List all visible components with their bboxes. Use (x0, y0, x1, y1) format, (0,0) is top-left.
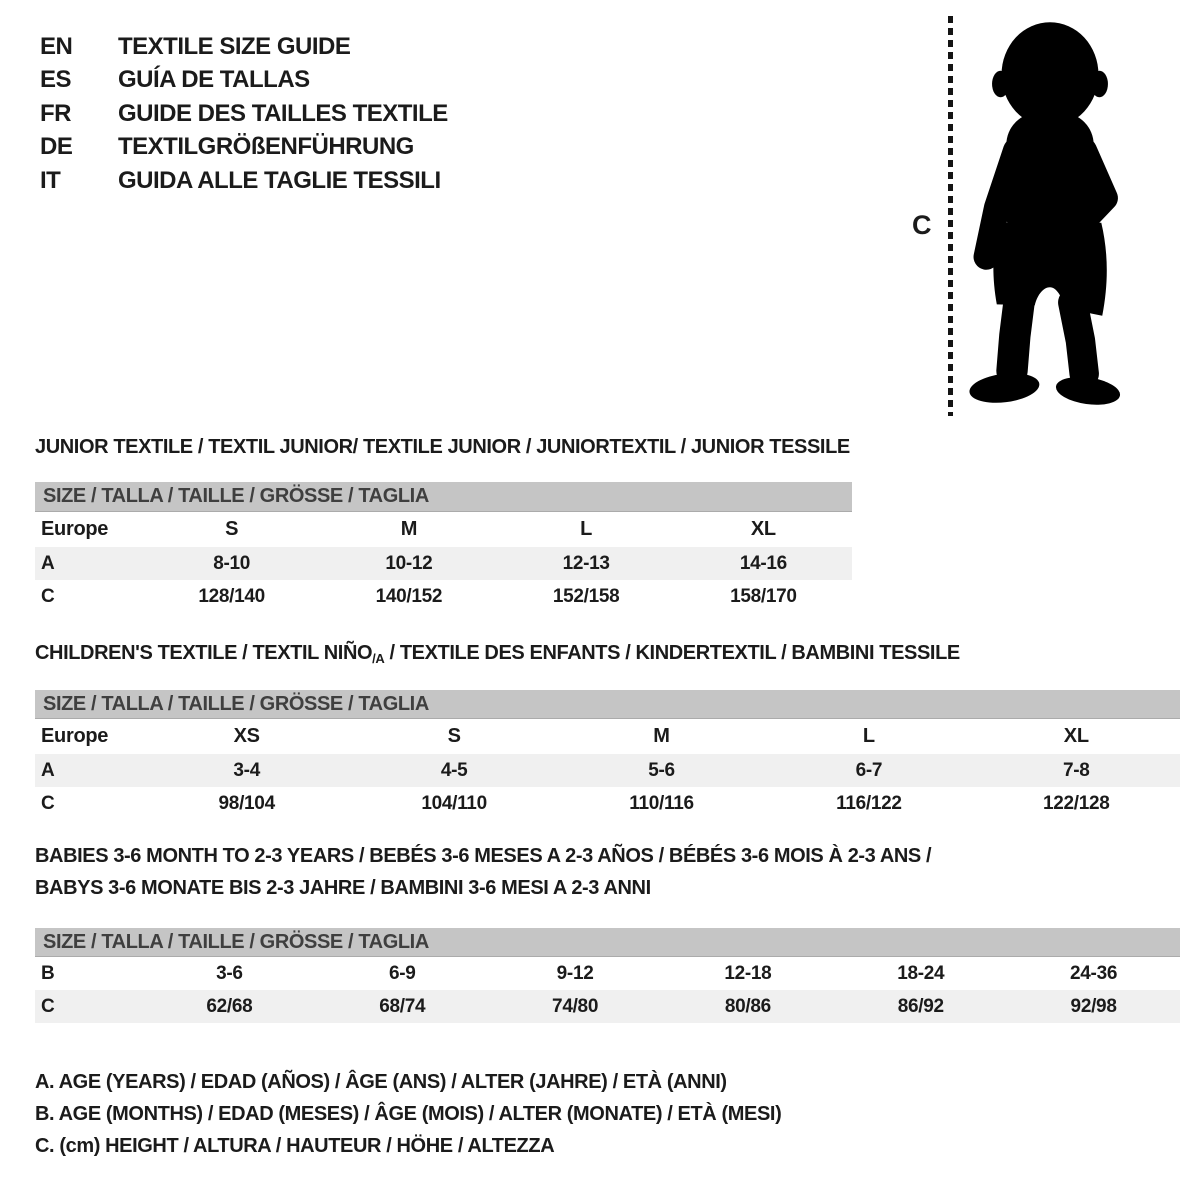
height-value: 74/80 (552, 995, 599, 1017)
children-title-part: CHILDREN'S TEXTILE / TEXTIL NIÑO (35, 642, 373, 664)
height-value: 80/86 (724, 995, 771, 1017)
language-code: EN (40, 32, 73, 60)
height-value: 128/140 (198, 585, 265, 607)
height-value: 152/158 (552, 585, 620, 607)
legend-line-age-months: B. AGE (MONTHS) / EDAD (MESES) / ÂGE (MOIS) / ALTER (MONATE) / ETÀ (MESI) (35, 1103, 782, 1125)
months-value: 6-9 (388, 962, 416, 984)
size-column-header: L (862, 725, 875, 747)
children-size-table (35, 690, 1180, 820)
junior-size-table (35, 482, 852, 613)
row-label: B (41, 962, 55, 984)
toddler-silhouette-icon (955, 12, 1145, 422)
age-value: 10-12 (385, 552, 433, 574)
height-value: 62/68 (206, 995, 253, 1017)
row-label: A (41, 759, 55, 781)
babies-months-row (35, 957, 1180, 990)
language-code: IT (40, 166, 61, 194)
months-value: 12-18 (724, 962, 772, 984)
guide-title-de: TEXTILGRÖßENFÜHRUNG (118, 133, 414, 161)
age-value: 12-13 (562, 552, 610, 574)
guide-title-en: TEXTILE SIZE GUIDE (118, 32, 351, 60)
age-value: 4-5 (440, 759, 468, 781)
junior-age-row (35, 547, 852, 580)
size-column-header: M (400, 518, 418, 540)
size-column-header: S (225, 518, 239, 540)
language-header (40, 30, 448, 198)
height-value: 122/128 (1042, 792, 1110, 814)
junior-columns-row (35, 512, 852, 547)
legend-line-age-years: A. AGE (YEARS) / EDAD (AÑOS) / ÂGE (ANS) / ALTER (JAHRE) / ETÀ (ANNI) (35, 1071, 727, 1093)
children-section-title (35, 642, 960, 666)
size-column-header: M (653, 725, 670, 747)
height-value: 158/170 (730, 585, 797, 607)
size-column-header: XL (1063, 725, 1089, 747)
size-column-header: S (447, 725, 461, 747)
children-size-header-bar: SIZE / TALLA / TAILLE / GRÖSSE / TAGLIA (35, 690, 1180, 719)
language-row-it (40, 164, 448, 198)
months-value: 9-12 (556, 962, 594, 984)
age-value: 14-16 (739, 552, 787, 574)
height-value: 140/152 (375, 585, 443, 607)
children-title-part: / TEXTILE DES ENFANTS / KINDERTEXTIL / BAMBINI TESSILE (384, 642, 960, 664)
guide-title-es: GUÍA DE TALLAS (118, 66, 310, 94)
height-value: 104/110 (421, 792, 487, 814)
language-code: ES (40, 66, 72, 94)
size-column-header: XS (233, 725, 260, 747)
height-value: 116/122 (836, 792, 902, 814)
babies-size-table (35, 928, 1180, 1023)
height-measure-label: C (912, 210, 932, 240)
children-height-row (35, 787, 1180, 820)
babies-section-title-line1: BABIES 3-6 MONTH TO 2-3 YEARS / BEBÉS 3-6 MESES A 2-3 AÑOS / BÉBÉS 3-6 MOIS À 2-3 ANS / (35, 845, 932, 867)
language-code: DE (40, 133, 73, 161)
row-label: A (41, 552, 55, 574)
language-row-fr (40, 97, 448, 131)
height-value: 98/104 (218, 792, 275, 814)
height-dashed-line (948, 16, 953, 416)
months-value: 3-6 (216, 962, 243, 984)
legend-line-height-cm: C. (cm) HEIGHT / ALTURA / HAUTEUR / HÖHE / ALTEZZA (35, 1135, 555, 1157)
age-value: 6-7 (855, 759, 883, 781)
size-column-header: XL (750, 518, 776, 540)
height-value: 110/116 (629, 792, 694, 814)
row-label: C (41, 792, 55, 814)
guide-title-fr: GUIDE DES TAILLES TEXTILE (118, 99, 448, 127)
language-code: FR (40, 99, 71, 127)
age-value: 3-4 (233, 759, 260, 781)
months-value: 24-36 (1070, 962, 1118, 984)
language-row-en (40, 30, 448, 64)
region-label: Europe (41, 518, 109, 540)
age-value: 7-8 (1063, 759, 1090, 781)
age-value: 5-6 (648, 759, 675, 781)
height-value: 86/92 (897, 995, 944, 1017)
guide-title-it: GUIDA ALLE TAGLIE TESSILI (118, 166, 441, 194)
height-value: 68/74 (379, 995, 426, 1017)
babies-height-row (35, 990, 1180, 1023)
children-age-row (35, 754, 1180, 787)
legend (35, 1066, 781, 1162)
age-value: 8-10 (213, 552, 251, 574)
children-columns-row (35, 719, 1180, 754)
language-row-es (40, 64, 448, 98)
height-value: 92/98 (1070, 995, 1117, 1017)
row-label: C (41, 995, 55, 1017)
language-row-de (40, 131, 448, 165)
junior-height-row (35, 580, 852, 613)
size-column-header: L (580, 518, 593, 540)
months-value: 18-24 (897, 962, 945, 984)
junior-size-header-bar: SIZE / TALLA / TAILLE / GRÖSSE / TAGLIA (35, 482, 852, 512)
row-label: C (41, 585, 55, 607)
region-label: Europe (41, 725, 109, 747)
babies-size-header-bar: SIZE / TALLA / TAILLE / GRÖSSE / TAGLIA (35, 928, 1180, 957)
junior-section-title: JUNIOR TEXTILE / TEXTIL JUNIOR/ TEXTILE JUNIOR / JUNIORTEXTIL / JUNIOR TESSILE (35, 436, 850, 458)
babies-section-title-line2: BABYS 3-6 MONATE BIS 2-3 JAHRE / BAMBINI 3-6 MESI A 2-3 ANNI (35, 877, 651, 899)
children-title-sub: /A (372, 651, 385, 666)
